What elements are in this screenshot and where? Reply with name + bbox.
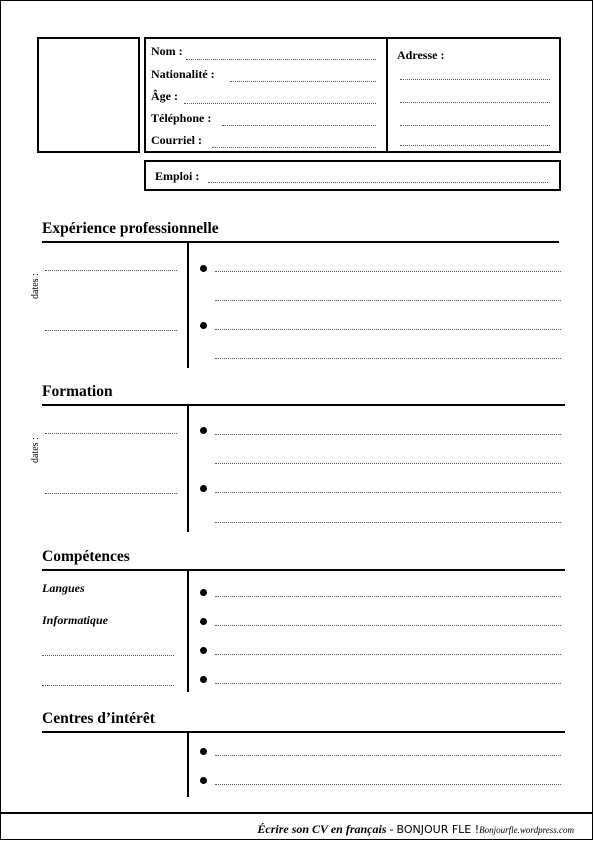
bullet-icon: [200, 589, 207, 596]
experience-dates-label: dates :: [30, 273, 41, 299]
skills-extra-line-2[interactable]: [42, 685, 174, 686]
education-date-line-2[interactable]: [45, 493, 177, 494]
computing-label: Informatique: [42, 613, 109, 627]
address-line-3[interactable]: [400, 125, 550, 126]
experience-title: Expérience professionnelle: [42, 220, 219, 237]
experience-item-line[interactable]: [215, 300, 561, 301]
languages-label: Langues: [42, 581, 85, 595]
photo-box: [37, 37, 140, 153]
age-label: Âge :: [151, 89, 178, 103]
age-line[interactable]: [184, 103, 376, 104]
education-dates-label: dates :: [30, 437, 41, 463]
interests-divider: [187, 732, 189, 797]
education-date-line-1[interactable]: [45, 433, 177, 434]
skills-item-line[interactable]: [215, 654, 561, 655]
footer: [1, 812, 592, 839]
name-line[interactable]: [186, 59, 376, 60]
identity-box: [144, 37, 388, 153]
experience-divider: [187, 242, 189, 368]
job-box: [144, 160, 561, 191]
phone-line[interactable]: [222, 125, 376, 126]
bullet-icon: [200, 322, 207, 329]
footer-title: Écrire son CV en français: [257, 822, 387, 836]
education-rule: [42, 404, 565, 406]
interests-item-line[interactable]: [215, 755, 561, 756]
education-item-line[interactable]: [215, 434, 561, 435]
nationality-label: Nationalité :: [151, 67, 215, 81]
experience-date-line-1[interactable]: [45, 270, 177, 271]
education-divider: [187, 405, 189, 532]
address-line-4[interactable]: [400, 145, 550, 146]
bullet-icon: [200, 748, 207, 755]
footer-brand: BONJOUR FLE !: [396, 823, 480, 836]
skills-title: Compétences: [42, 548, 130, 565]
education-item-line[interactable]: [215, 463, 561, 464]
address-line-2[interactable]: [400, 102, 550, 103]
name-label: Nom :: [151, 44, 183, 58]
bullet-icon: [200, 647, 207, 654]
bullet-icon: [200, 427, 207, 434]
job-line[interactable]: [208, 182, 548, 183]
email-line[interactable]: [212, 147, 376, 148]
skills-item-line[interactable]: [215, 596, 561, 597]
phone-label: Téléphone :: [151, 111, 212, 125]
skills-extra-line-1[interactable]: [42, 655, 174, 656]
experience-item-line[interactable]: [215, 329, 561, 330]
experience-rule: [42, 241, 559, 243]
bullet-icon: [200, 485, 207, 492]
interests-title: Centres d’intérêt: [42, 710, 155, 727]
nationality-line[interactable]: [230, 81, 376, 82]
footer-site[interactable]: Bonjourfle.wordpress.com: [479, 825, 574, 835]
footer-credit: [257, 822, 574, 837]
address-line-1[interactable]: [400, 79, 550, 80]
bullet-icon: [200, 777, 207, 784]
experience-item-line[interactable]: [215, 271, 561, 272]
experience-item-line[interactable]: [215, 358, 561, 359]
education-title: Formation: [42, 383, 113, 400]
bullet-icon: [200, 676, 207, 683]
job-label: Emploi :: [155, 169, 200, 183]
education-item-line[interactable]: [215, 522, 561, 523]
skills-item-line[interactable]: [215, 683, 561, 684]
address-label: Adresse :: [397, 48, 445, 62]
bullet-icon: [200, 618, 207, 625]
interests-rule: [42, 731, 565, 733]
email-label: Courriel :: [151, 133, 202, 147]
footer-separator: -: [386, 822, 397, 836]
bullet-icon: [200, 265, 207, 272]
address-box: [386, 37, 561, 153]
skills-rule: [42, 569, 565, 571]
experience-date-line-2[interactable]: [45, 330, 177, 331]
interests-item-line[interactable]: [215, 784, 561, 785]
skills-item-line[interactable]: [215, 625, 561, 626]
education-item-line[interactable]: [215, 492, 561, 493]
skills-divider: [187, 570, 189, 692]
